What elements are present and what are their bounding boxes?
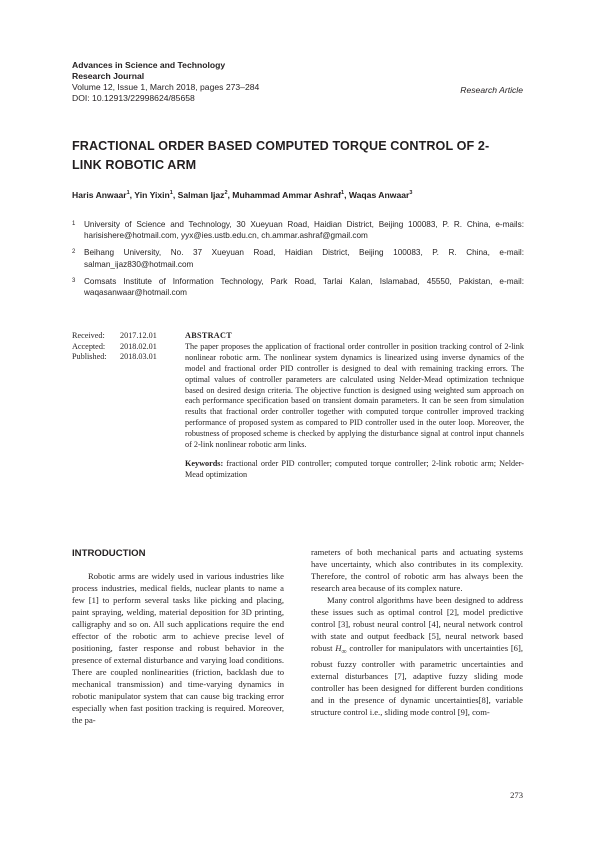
affiliation-number: 3 xyxy=(72,277,76,284)
abstract-heading: ABSTRACT xyxy=(185,331,232,340)
affiliation-item xyxy=(72,247,524,269)
affiliation-number: 1 xyxy=(72,221,76,227)
author-affiliation-mark: 1 xyxy=(126,190,130,197)
paper-title: FRACTIONAL ORDER BASED COMPUTED TORQUE CONTROL OF 2-LINK ROBOTIC ARM xyxy=(72,139,490,172)
author-name: Waqas Anwaar xyxy=(348,190,410,200)
author-affiliation-mark: 1 xyxy=(169,190,173,197)
publication-dates xyxy=(72,331,182,363)
affiliation-text: University of Science and Technology, 30 Xueyuan Road, Haidian District, Beijing 100083, P. R. China, e-mails: harisishere@hotmail.com, yyx@ies.ustb.edu.cn, ch.ammar.ashraf@gmail.com xyxy=(84,220,524,241)
section-heading-introduction: INTRODUCTION xyxy=(72,548,146,559)
journal-volume: Volume 12, Issue 1, March 2018, pages 273–284 xyxy=(72,82,260,92)
paragraph-text: controller for manipulators with uncertainties [6], robust fuzzy controller with parametric uncertainties and external disturbances [7], adaptive fuzzy sliding mode controller has been designed for different burden conditions and in the presence of dynamic uncertainties[8], variable structure control i.e., sliding mode control [9], com- xyxy=(311,643,523,717)
infinity-subscript: ∞ xyxy=(341,647,347,656)
affiliation-list xyxy=(72,219,524,304)
date-row-accepted xyxy=(72,342,182,353)
journal-doi: DOI: 10.12913/22998624/85658 xyxy=(72,93,195,103)
author-affiliation-mark: 1 xyxy=(341,190,345,197)
h-infinity-symbol: H xyxy=(335,643,342,653)
keywords-text: fractional order PID controller; computed torque controller; 2-link robotic arm; Nelder-Mead optimization xyxy=(185,458,524,479)
keywords-label: Keywords: xyxy=(185,458,224,468)
abstract-text: The paper proposes the application of fractional order controller in position tracking control of 2-link nonlinear robotic arm. The nonlinear system dynamics is linearized using inverse dynamics of the model and fractional order PID controller is designed to deal with remaining tracking errors. The optimal values of controller parameters are calculated using Nelder-Mead optimization technique based on desired design criteria. The objective function is designed using weighted sum approach on each performance specification based on transient domain parameters. It can be seen from simulation results that fractional order controller together with computed torque controller improved tracking performance of proposed system as compared to PID controller used in the outer loop. Moreover, the robustness of proposed scheme is checked by applying the disturbance signal at control input channels of 2-link nonlinear robotic arm links. xyxy=(185,341,524,450)
body-column-right xyxy=(311,546,523,718)
date-row-received xyxy=(72,331,182,342)
affiliation-number: 2 xyxy=(72,249,76,256)
article-type: Research Article xyxy=(460,85,523,95)
body-paragraph: rameters of both mechanical parts and actuating systems have uncertainty, which also contributes in its complexity. Therefore, the control of robotic arm has always been the research area because of its complex nature. xyxy=(311,547,523,593)
affiliation-text: Beihang University, No. 37 Xueyuan Road, Haidian District, Beijing 100083, P. R. China, e-mail: salman_ijaz830@hotmail.com xyxy=(84,248,524,269)
affiliation-item xyxy=(72,219,524,241)
date-value: 2018.02.01 xyxy=(120,341,157,351)
author-name: Haris Anwaar xyxy=(72,190,127,200)
affiliation-item xyxy=(72,276,524,298)
journal-name-line1: Advances in Science and Technology xyxy=(72,60,226,70)
date-value: 2018.03.01 xyxy=(120,352,157,362)
author-name: Yin Yixin xyxy=(134,190,170,200)
body-paragraph: Robotic arms are widely used in various industries like process industries, medical fields, nuclear plants to name a few [1] to perform several tasks like picking and placing, paint spraying, welding, material deposition for 3D printing, calligraphy and so on. All such applications require the end effector of the robotic arm to achieve precise level of positioning, faster response and robust behavior in the presence of external disturbance and varying load conditions. There are coupled nonlinearities (friction, backlash due to mechanical transmission) and time-varying dynamics in robotic manipulator system that can cause big tracking error especially when fast position tracking is required. Moreover, the pa- xyxy=(72,571,284,725)
body-paragraph xyxy=(311,594,523,718)
journal-info xyxy=(72,60,352,104)
date-row-published xyxy=(72,352,182,363)
author-list: Haris Anwaar$^1$, Yin Yixin$^1$, Salman Ijaz$^2$, Muhammad Ammar Ashraf$^1$, Waqas Anwaar$^3$ xyxy=(72,190,413,200)
journal-name-line2: Research Journal xyxy=(72,71,145,81)
date-value: 2017.12.01 xyxy=(120,331,157,340)
date-label: Received: xyxy=(72,331,105,340)
author-name: Muhammad Ammar Ashraf xyxy=(232,190,342,200)
keywords xyxy=(185,459,524,481)
page-number: 273 xyxy=(510,790,523,800)
abstract-block xyxy=(185,331,524,481)
body-column-left xyxy=(72,546,284,726)
date-label: Accepted: xyxy=(72,341,106,351)
affiliation-text: Comsats Institute of Information Technology, Park Road, Tarlai Kalan, Islamabad, 45550, Pakistan, e-mail: waqasanwaar@hotmail.com xyxy=(84,276,524,298)
author-name: Salman Ijaz xyxy=(177,190,225,200)
date-label: Published: xyxy=(72,352,107,362)
paragraph-text: Many control algorithms have been designed to address these issues such as optimal control [2], model predictive control [3], robust neural control [4], neural network control with state and output feedback [5], neural network based robust xyxy=(311,595,523,653)
author-affiliation-mark: 3 xyxy=(409,190,413,197)
author-affiliation-mark: 2 xyxy=(224,190,228,197)
